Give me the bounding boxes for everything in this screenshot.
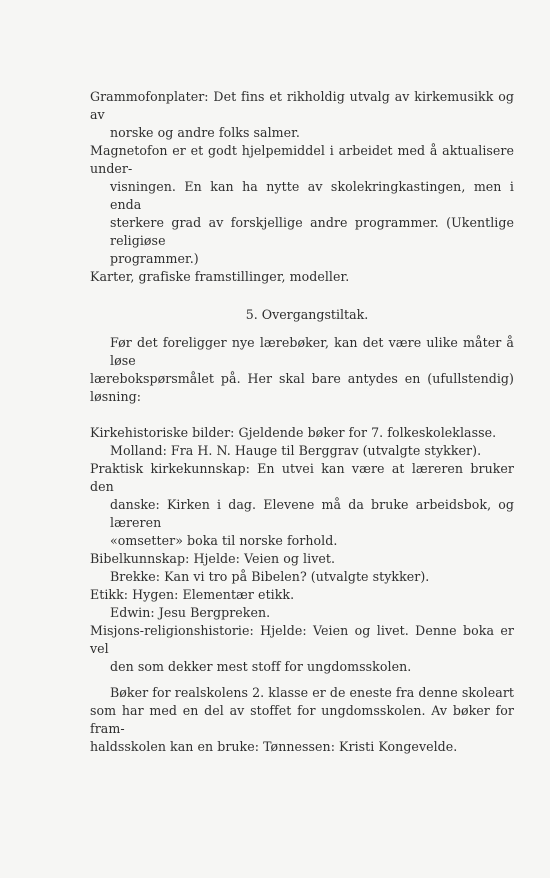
resource-line: Karter, grafiske framstillinger, modeller. bbox=[90, 269, 350, 284]
paragraph-line: lærebokspørsmålet på. Her skal bare antydes en (ufullstendig) løsning: bbox=[90, 371, 514, 404]
resource-line: norske og andre folks salmer. bbox=[110, 125, 300, 140]
book-entry: danske: Kirken i dag. Elevene må da bruke arbeidsbok, og læreren bbox=[110, 497, 514, 530]
document-page bbox=[90, 88, 514, 756]
book-entry: Brekke: Kan vi tro på Bibelen? (utvalgte stykker). bbox=[110, 569, 430, 584]
section-heading: 5. Overgangstiltak. bbox=[245, 307, 369, 322]
paragraph-line: Bøker for realskolens 2. klasse er de eneste fra denne skoleart bbox=[110, 685, 514, 700]
book-entry: Molland: Fra H. N. Hauge til Berggrav (utvalgte stykker). bbox=[110, 443, 482, 458]
paragraph-line: Før det foreligger nye lærebøker, kan det være ulike måter å løse bbox=[110, 335, 514, 368]
paragraph-line: som har med en del av stoffet for ungdomsskolen. Av bøker for fram- bbox=[90, 703, 514, 736]
book-entry: Bibelkunnskap: Hjelde: Veien og livet. bbox=[90, 551, 336, 566]
intro-paragraph bbox=[90, 334, 514, 406]
book-entry: Kirkehistoriske bilder: Gjeldende bøker for 7. folkeskoleklasse. bbox=[90, 425, 497, 440]
book-entry: Misjons-religionshistorie: Hjelde: Veien og livet. Denne boka er vel bbox=[90, 623, 514, 656]
resource-line: programmer.) bbox=[110, 251, 199, 266]
resource-line: sterkere grad av forskjellige andre programmer. (Ukentlige religiøse bbox=[110, 215, 514, 248]
book-entry: Edwin: Jesu Bergpreken. bbox=[110, 605, 271, 620]
book-entry: «omsetter» boka til norske forhold. bbox=[110, 533, 338, 548]
book-entry: Etikk: Hygen: Elementær etikk. bbox=[90, 587, 295, 602]
closing-paragraph bbox=[90, 684, 514, 756]
resource-line: Grammofonplater: Det fins et rikholdig utvalg av kirkemusikk og av bbox=[90, 89, 514, 122]
book-list bbox=[90, 424, 514, 676]
paragraph-line: haldsskolen kan en bruke: Tønnessen: Kristi Kongevelde. bbox=[90, 739, 458, 754]
book-entry: den som dekker mest stoff for ungdomsskolen. bbox=[110, 659, 412, 674]
resource-line: Magnetofon er et godt hjelpemiddel i arbeidet med å aktualisere under- bbox=[90, 143, 514, 176]
book-entry: Praktisk kirkekunnskap: En utvei kan være at læreren bruker den bbox=[90, 461, 514, 494]
resource-list bbox=[90, 88, 514, 286]
resource-line: visningen. En kan ha nytte av skolekringkastingen, men i enda bbox=[110, 179, 514, 212]
